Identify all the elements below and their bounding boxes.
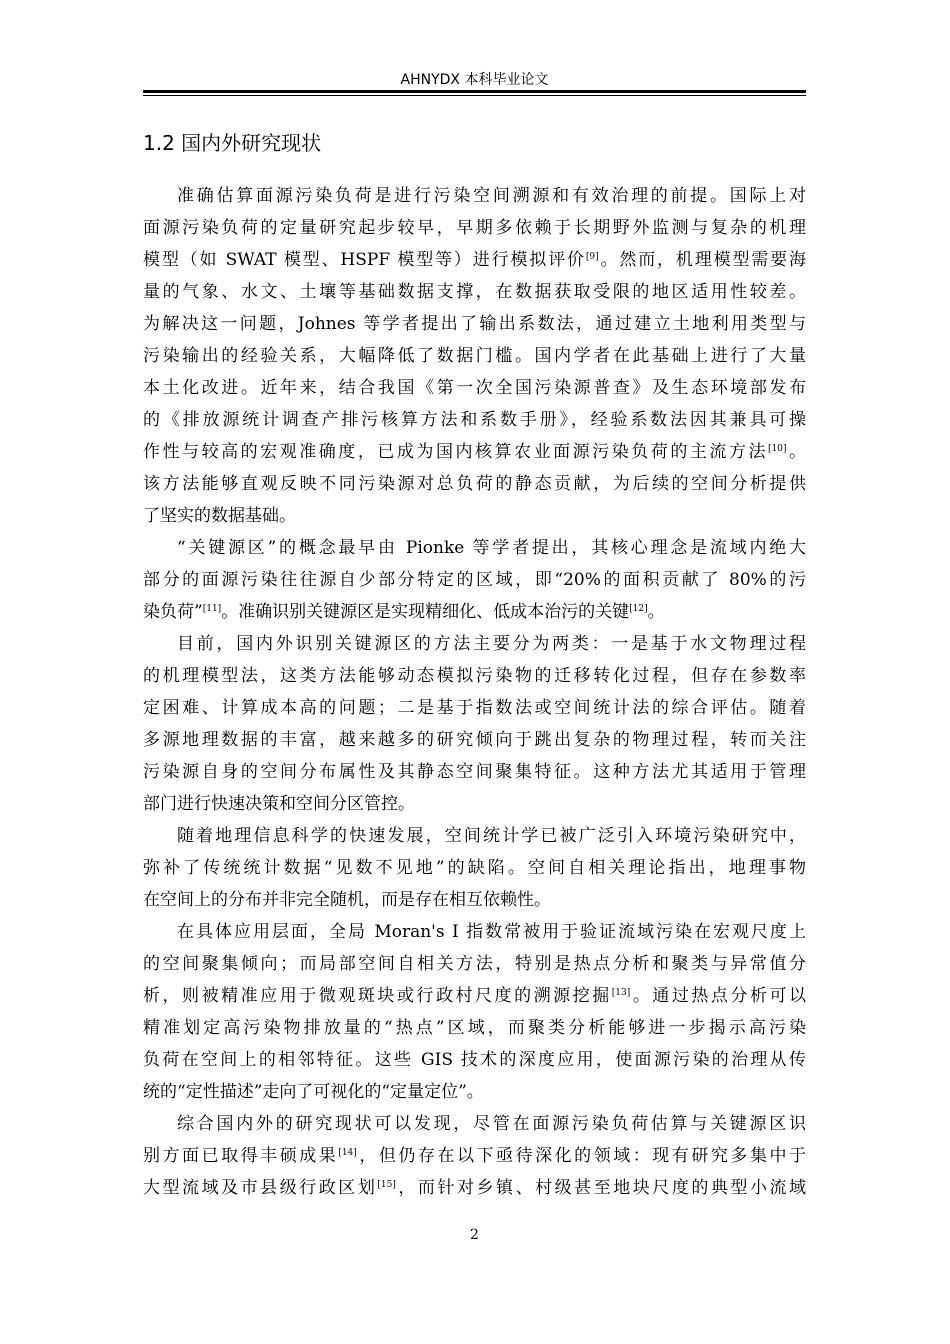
text-segment: 大型流域及市县级行政区划 <box>143 1178 378 1198</box>
text-segment: ，而针对乡镇、村级甚至地块尺度的典型小流域 <box>395 1178 807 1198</box>
text-segment: 。准确识别关键源区是实现精细化、低成本治污的关键 <box>221 602 630 622</box>
text-segment: 在空间上的分布并非完全随机，而是存在相互依赖性。 <box>143 890 551 910</box>
text-segment: 。 <box>647 602 665 622</box>
citation-superscript: [14] <box>338 1148 357 1158</box>
text-line <box>143 212 806 244</box>
text-segment: 该方法能够直观反映不同污染源对总负荷的静态贡献，为后续的空间分析提供 <box>143 474 806 494</box>
citation-superscript: [12] <box>629 604 648 614</box>
text-line <box>143 980 806 1012</box>
text-line <box>143 1172 806 1204</box>
text-line <box>143 660 806 692</box>
text-segment: 弥补了传统统计数据“见数不见地”的缺陷。空间自相关理论指出，地理事物 <box>143 858 806 878</box>
text-line <box>143 820 806 852</box>
body-text <box>143 180 806 1204</box>
text-line <box>143 308 806 340</box>
text-line <box>143 724 806 756</box>
text-line <box>143 852 806 884</box>
text-segment: 污染源自身的空间分布属性及其静态空间聚集特征。这种方法尤其适用于管理 <box>143 762 806 782</box>
text-segment: 综合国内外的研究现状可以发现，尽管在面源污染负荷估算与关键源区识 <box>177 1114 806 1134</box>
text-line <box>143 628 806 660</box>
citation-superscript: [11] <box>202 604 222 614</box>
text-segment: 。通过热点分析可以 <box>630 986 807 1006</box>
text-segment: 的机理模型法，这类方法能够动态模拟污染物的迁移转化过程，但存在参数率 <box>143 666 806 686</box>
text-segment: 的《排放源统计调查产排污核算方法和系数手册》，经验系数法因其兼具可操 <box>143 410 806 430</box>
text-line <box>143 404 806 436</box>
text-segment: 多源地理数据的丰富，越来越多的研究倾向于跳出复杂的物理过程，转而关注 <box>143 730 806 750</box>
text-segment: 染负荷” <box>143 602 203 622</box>
text-segment: 的空间聚集倾向；而局部空间自相关方法，特别是热点分析和聚类与异常值分 <box>143 954 806 974</box>
running-header: AHNYDX 本科毕业论文 <box>400 72 549 88</box>
text-segment: 污染输出的经验关系，大幅降低了数据门槛。国内学者在此基础上进行了大量 <box>143 346 806 366</box>
header-rule-thick <box>143 90 806 93</box>
text-segment: 为解决这一问题，Johnes 等学者提出了输出系数法，通过建立土地利用类型与 <box>143 314 806 334</box>
text-segment: 本土化改进。近年来，结合我国《第一次全国污染源普查》及生态环境部发布 <box>143 378 806 398</box>
text-line <box>143 788 806 820</box>
text-line <box>143 500 806 532</box>
text-line <box>143 276 806 308</box>
text-line <box>143 564 806 596</box>
text-line <box>143 372 806 404</box>
text-line <box>143 468 806 500</box>
text-segment: 随着地理信息科学的快速发展，空间统计学已被广泛引入环境污染研究中， <box>177 826 806 846</box>
text-line <box>143 884 806 916</box>
text-segment: 部门进行快速决策和空间分区管控。 <box>143 794 415 814</box>
text-segment: 目前，国内外识别关键源区的方法主要分为两类：一是基于水文物理过程 <box>177 634 806 654</box>
text-segment: 别方面已取得丰硕成果 <box>143 1146 339 1166</box>
text-segment: 部分的面源污染往往源自少部分特定的区域，即“20%的面积贡献了 80%的污 <box>143 570 806 590</box>
section-heading: 1.2 国内外研究现状 <box>143 131 322 155</box>
header-rule-thin <box>143 95 806 96</box>
text-line <box>143 1108 806 1140</box>
text-segment: 面源污染负荷的定量研究起步较早，早期多依赖于长期野外监测与复杂的机理 <box>143 218 806 238</box>
text-line <box>143 436 806 468</box>
text-segment: 。然而，机理模型需要海 <box>598 250 806 270</box>
citation-superscript: [13] <box>611 988 631 998</box>
text-line <box>143 916 806 948</box>
text-segment: 了坚实的数据基础。 <box>143 506 296 526</box>
text-line <box>143 596 806 628</box>
text-line <box>143 756 806 788</box>
citation-superscript: [10] <box>767 444 787 454</box>
text-line <box>143 244 806 276</box>
text-segment: 在具体应用层面，全局 Moran's I 指数常被用于验证流域污染在宏观尺度上 <box>177 922 806 942</box>
text-segment: 作性与较高的宏观准确度，已成为国内核算农业面源污染负荷的主流方法 <box>143 442 768 462</box>
text-line <box>143 692 806 724</box>
text-segment: 准确估算面源污染负荷是进行污染空间溯源和有效治理的前提。国际上对 <box>177 186 806 206</box>
text-line <box>143 948 806 980</box>
text-segment: 模型（如 SWAT 模型、HSPF 模型等）进行模拟评价 <box>143 250 586 270</box>
citation-superscript: [9] <box>585 252 599 262</box>
text-segment: 析，则被精准应用于微观斑块或行政村尺度的溯源挖掘 <box>143 986 612 1006</box>
text-segment: 统的“定性描述”走向了可视化的“定量定位”。 <box>143 1082 484 1102</box>
text-segment: 。 <box>786 442 806 462</box>
text-line <box>143 1044 806 1076</box>
text-segment: 定困难、计算成本高的问题；二是基于指数法或空间统计法的综合评估。随着 <box>143 698 806 718</box>
text-line <box>143 1076 806 1108</box>
text-segment: 量的气象、水文、土壤等基础数据支撑，在数据获取受限的地区适用性较差。 <box>143 282 806 302</box>
text-line <box>143 1140 806 1172</box>
text-segment: 精准划定高污染物排放量的“热点”区域，而聚类分析能够进一步揭示高污染 <box>143 1018 806 1038</box>
text-segment: 负荷在空间上的相邻特征。这些 GIS 技术的深度应用，使面源污染的治理从传 <box>143 1050 806 1070</box>
citation-superscript: [15] <box>377 1180 396 1190</box>
text-line <box>143 532 806 564</box>
text-segment: “关键源区”的概念最早由 Pionke 等学者提出，其核心理念是流域内绝大 <box>177 538 806 558</box>
text-line <box>143 180 806 212</box>
text-line <box>143 1012 806 1044</box>
page-number: 2 <box>470 1227 479 1243</box>
text-segment: ，但仍存在以下亟待深化的领域：现有研究多集中于 <box>356 1146 807 1166</box>
text-line <box>143 340 806 372</box>
